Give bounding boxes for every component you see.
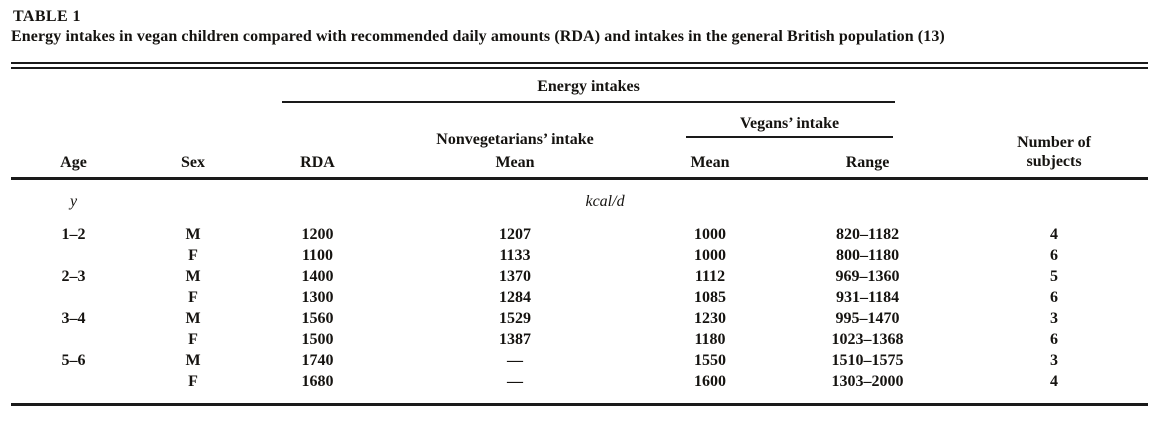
cell-vegan-mean: 1600 — [694, 373, 726, 390]
cell-vegan-mean: 1000 — [694, 247, 726, 264]
cell-age — [11, 329, 136, 350]
cell-nonveg-mean: 1207 — [499, 226, 531, 243]
vegans-intake-span-label: Vegans’ intake — [686, 114, 893, 138]
cell-subjects: 5 — [1050, 268, 1059, 285]
bottom-rule — [11, 392, 1148, 404]
cell-range: 1023–1368 — [831, 331, 904, 348]
cell-range: 1303–2000 — [831, 373, 904, 390]
cell-vegan-mean: 1180 — [694, 331, 726, 348]
header-vegans-intake-span — [645, 103, 960, 150]
header-number-of-subjects — [960, 69, 1148, 178]
cell-rda: 1300 — [301, 289, 334, 306]
header-nonvegetarians-intake-span: Nonvegetarians’ intake — [436, 131, 594, 148]
header-rda: RDA — [250, 150, 385, 178]
cell-rda: 1200 — [301, 226, 334, 243]
cell-sex: M — [185, 226, 201, 243]
table-row — [11, 350, 1148, 371]
value-unit-label: kcal/d — [585, 192, 625, 210]
header-vegan-range: Range — [775, 150, 960, 178]
energy-intakes-span-label: Energy intakes — [282, 76, 895, 103]
cell-vegan-mean: 1085 — [694, 289, 726, 306]
cell-vegan-mean: 1112 — [694, 268, 726, 285]
subjects-header-line1: Number of — [1017, 133, 1091, 151]
cell-range: 800–1180 — [835, 247, 900, 264]
table-row — [11, 329, 1148, 350]
cell-range: 969–1360 — [835, 268, 900, 285]
cell-subjects: 3 — [1050, 352, 1059, 369]
table-row — [11, 245, 1148, 266]
cell-nonveg-mean: 1370 — [499, 268, 531, 285]
cell-age: 1–2 — [61, 226, 86, 243]
cell-subjects: 4 — [1050, 226, 1059, 243]
cell-rda: 1740 — [301, 352, 334, 369]
cell-age — [11, 245, 136, 266]
cell-vegan-mean: 1550 — [694, 352, 726, 369]
table-row — [11, 266, 1148, 287]
cell-vegan-mean: 1230 — [694, 310, 726, 327]
table-row — [11, 308, 1148, 329]
header-nonveg-mean: Mean — [385, 150, 645, 178]
cell-sex: F — [188, 247, 198, 264]
table-header — [11, 69, 1148, 178]
header-vegan-mean: Mean — [645, 150, 775, 178]
cell-age: 2–3 — [61, 268, 86, 285]
header-age: Age — [11, 150, 136, 178]
cell-sex: F — [188, 331, 198, 348]
table-caption: Energy intakes in vegan children compared with recommended daily amounts (RDA) and intakes in the general British population (13) — [11, 28, 945, 45]
cell-rda: 1680 — [301, 373, 334, 390]
cell-rda: 1400 — [301, 268, 334, 285]
cell-subjects: 3 — [1050, 310, 1059, 327]
bottom-rule-row — [11, 392, 1148, 404]
cell-nonveg-mean: 1133 — [499, 247, 531, 264]
cell-age — [11, 287, 136, 308]
cell-age — [11, 371, 136, 392]
cell-nonveg-mean: — — [507, 352, 523, 369]
cell-range: 1510–1575 — [831, 352, 904, 369]
cell-sex: M — [185, 310, 201, 327]
header-empty-rda-gap — [250, 103, 385, 150]
cell-sex: M — [185, 352, 201, 369]
table-row — [11, 224, 1148, 245]
units-row — [11, 178, 1148, 224]
cell-sex: F — [188, 373, 198, 390]
cell-rda: 1500 — [301, 331, 334, 348]
cell-sex: F — [188, 289, 198, 306]
top-double-rule — [11, 62, 1148, 69]
header-empty-corner — [11, 69, 250, 150]
table-row — [11, 287, 1148, 308]
subjects-header-line2: subjects — [1026, 152, 1082, 170]
cell-age: 3–4 — [61, 310, 86, 327]
cell-subjects: 6 — [1050, 247, 1059, 264]
cell-subjects: 6 — [1050, 331, 1059, 348]
age-unit-label: y — [69, 192, 78, 210]
cell-sex: M — [185, 268, 201, 285]
cell-nonveg-mean: 1529 — [499, 310, 531, 327]
cell-nonveg-mean: — — [507, 373, 523, 390]
table-label: TABLE 1 — [13, 8, 81, 25]
cell-subjects: 4 — [1050, 373, 1059, 390]
cell-nonveg-mean: 1284 — [499, 289, 531, 306]
table-row — [11, 371, 1148, 392]
cell-subjects: 6 — [1050, 289, 1059, 306]
energy-intakes-table — [11, 69, 1148, 406]
header-energy-intakes-span — [250, 69, 960, 103]
cell-vegan-mean: 1000 — [694, 226, 726, 243]
cell-range: 820–1182 — [835, 226, 900, 243]
cell-nonveg-mean: 1387 — [499, 331, 531, 348]
cell-age: 5–6 — [61, 352, 86, 369]
cell-rda: 1560 — [301, 310, 334, 327]
header-sex: Sex — [136, 150, 250, 178]
cell-rda: 1100 — [301, 247, 334, 264]
cell-range: 931–1184 — [835, 289, 900, 306]
cell-range: 995–1470 — [835, 310, 900, 327]
table-body — [11, 178, 1148, 404]
